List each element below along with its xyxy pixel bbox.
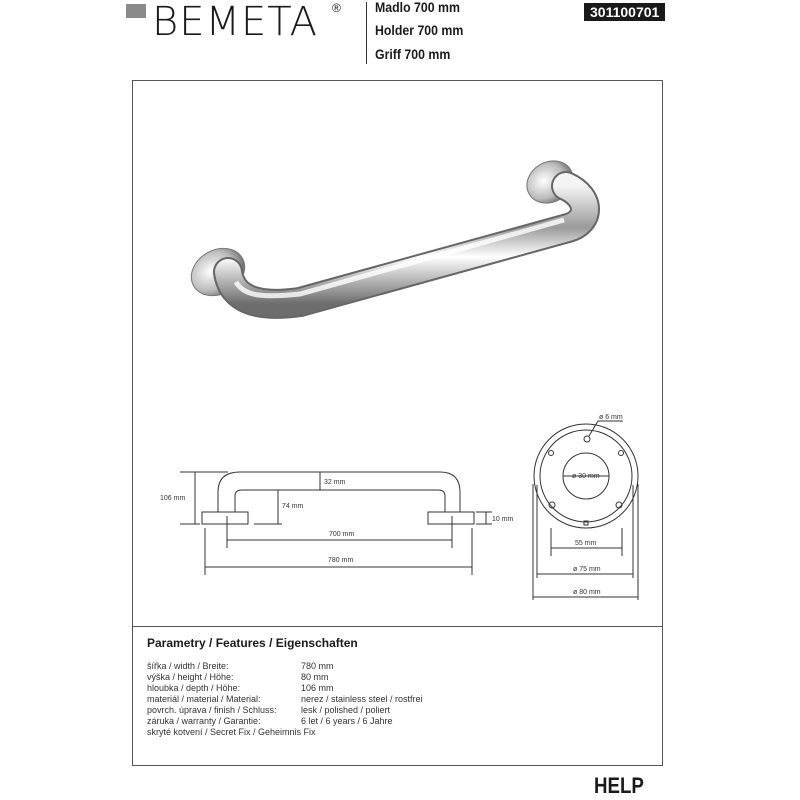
params-heading: Parametry / Features / Eigenschaften [147, 636, 358, 650]
title-de: Griff 700 mm [375, 46, 451, 62]
dim-tube: 32 mm [324, 479, 346, 486]
rosette-drawing [533, 421, 638, 600]
param-label: materiál / material / Material: [147, 694, 261, 704]
param-label: skryté kotvení / Secret Fix / Geheimnis Fix [147, 727, 316, 737]
section-divider [132, 626, 663, 627]
dim-inner-diameter: ø 75 mm [573, 566, 601, 573]
brand-logo: BEMETA [152, 0, 318, 45]
dim-screw: ø 6 mm [599, 414, 623, 421]
param-value: nerez / stainless steel / rostfrei [301, 694, 423, 704]
dim-width: 780 mm [328, 557, 354, 564]
dim-hole: ø 30 mm [572, 473, 600, 480]
param-label: šířka / width / Breite: [147, 661, 229, 671]
param-label: povrch. úprava / finish / Schluss: [147, 705, 277, 715]
param-value: 106 mm [301, 683, 334, 693]
title-en: Holder 700 mm [375, 22, 464, 38]
param-label: hloubka / depth / Höhe: [147, 683, 241, 693]
registered-mark: ® [332, 1, 341, 15]
dim-base: 10 mm [492, 516, 514, 523]
dim-spacing: 700 mm [329, 531, 355, 538]
param-value: lesk / polished / poliert [301, 705, 391, 715]
dim-holes-spacing: 55 mm [575, 540, 597, 547]
param-value: 780 mm [301, 661, 334, 671]
title-cz: Madlo 700 mm [375, 0, 460, 15]
series-name: HELP [594, 773, 644, 798]
dim-inner-height: 74 mm [282, 503, 304, 510]
dim-outer-diameter: ø 80 mm [573, 589, 601, 596]
grab-bar-photo [183, 153, 585, 305]
product-code: 301100701 [584, 3, 665, 21]
param-value: 6 let / 6 years / 6 Jahre [301, 716, 393, 726]
param-label: záruka / warranty / Garantie: [147, 716, 261, 726]
param-label: výška / height / Höhe: [147, 672, 234, 682]
param-value: 80 mm [301, 672, 329, 682]
dim-height: 106 mm [160, 495, 186, 502]
